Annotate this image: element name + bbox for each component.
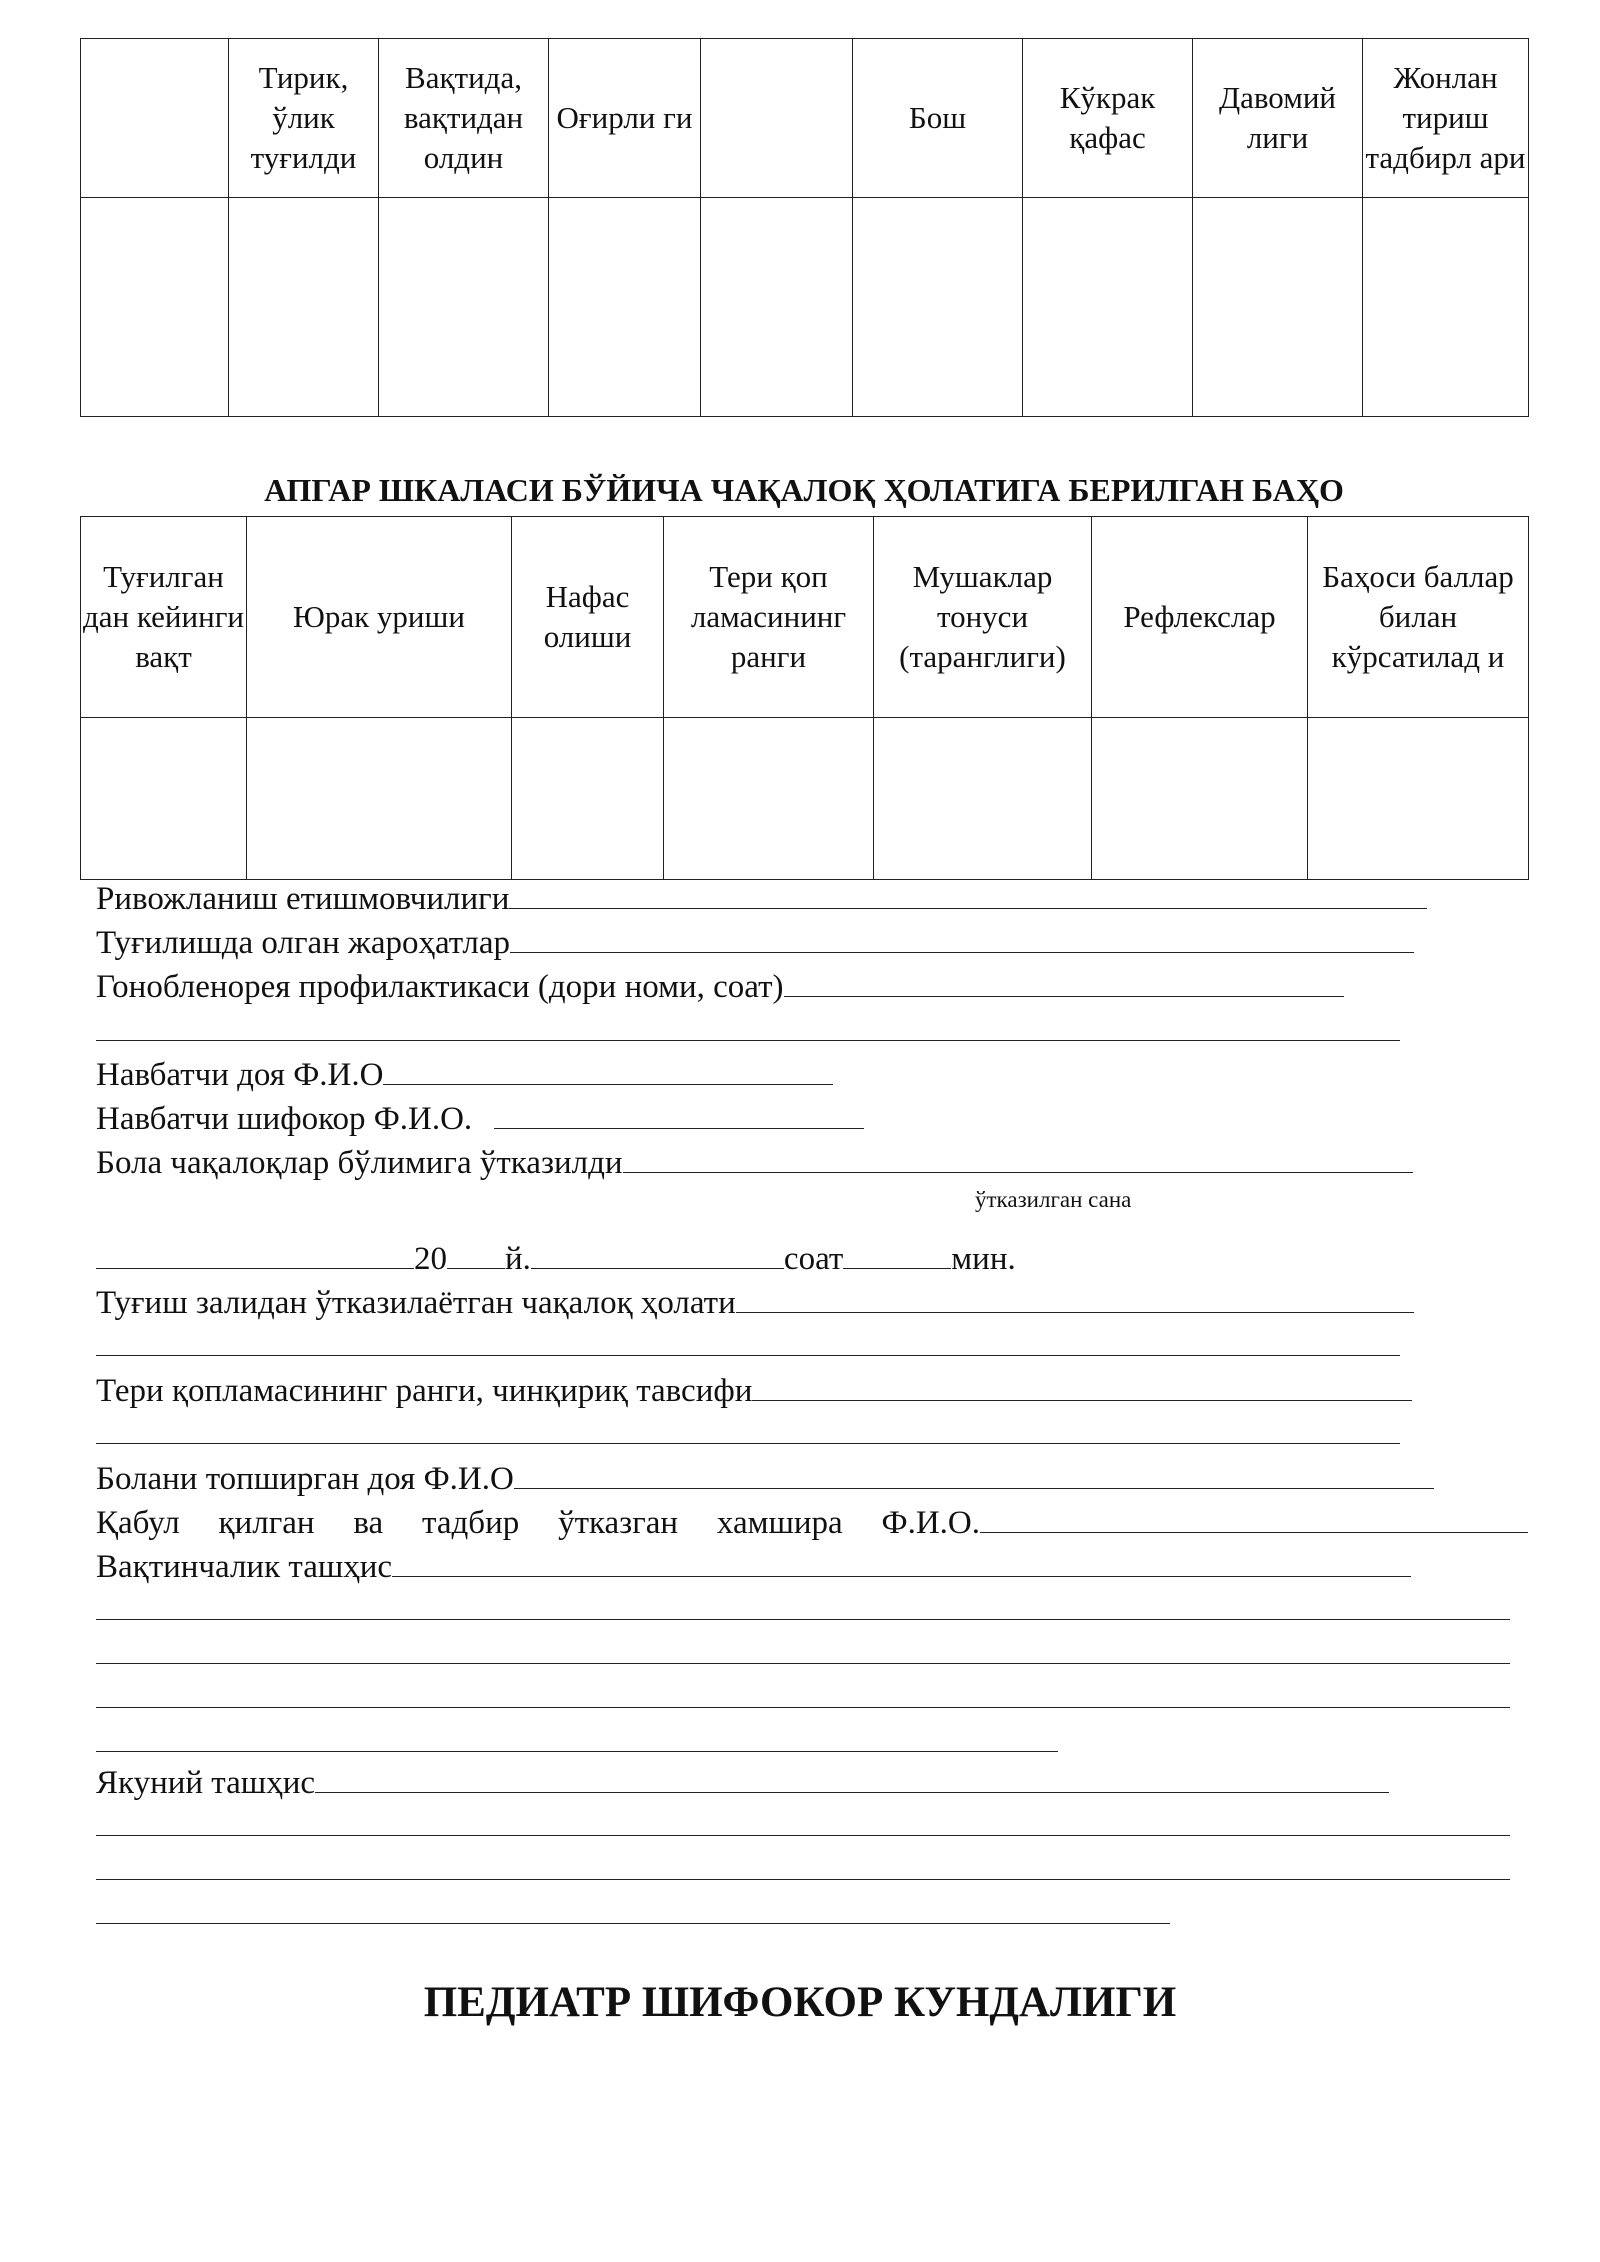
temp-diagnosis-field-continued[interactable] bbox=[96, 1707, 1510, 1708]
table1-header: Бош bbox=[853, 39, 1023, 198]
midwife-field[interactable] bbox=[383, 1052, 833, 1085]
apgar-cell[interactable] bbox=[874, 718, 1092, 880]
hour-field[interactable] bbox=[531, 1236, 784, 1269]
table1-header bbox=[81, 39, 229, 198]
gonoblenorrhea-line bbox=[96, 964, 1344, 1007]
final-diagnosis-field-continued[interactable] bbox=[96, 1879, 1510, 1880]
apgar-header: Нафас олиши bbox=[512, 517, 664, 718]
gonoblenorrhea-field[interactable] bbox=[784, 964, 1344, 997]
handed-midwife-line bbox=[96, 1456, 1434, 1499]
condition-label: Туғиш залидан ўтказилаётган чақалоқ ҳолати bbox=[96, 1285, 736, 1321]
nurse-label-word: ва bbox=[353, 1505, 384, 1541]
apgar-cell[interactable] bbox=[81, 718, 247, 880]
midwife-line bbox=[96, 1052, 833, 1095]
development-label: Ривожланиш етишмовчилиги bbox=[96, 881, 510, 917]
nurse-field[interactable] bbox=[980, 1500, 1528, 1533]
date-time-line bbox=[96, 1236, 1016, 1279]
condition-field-continued[interactable] bbox=[96, 1355, 1400, 1356]
minute-label: мин. bbox=[951, 1241, 1016, 1277]
apgar-cell[interactable] bbox=[247, 718, 512, 880]
year-suffix: й. bbox=[505, 1241, 531, 1277]
apgar-cell[interactable] bbox=[1308, 718, 1529, 880]
minute-field[interactable] bbox=[843, 1236, 951, 1269]
transfer-field[interactable] bbox=[623, 1140, 1413, 1173]
temp-diagnosis-field[interactable] bbox=[392, 1544, 1411, 1577]
year-field[interactable] bbox=[447, 1236, 505, 1269]
injuries-label: Туғилишда олган жароҳатлар bbox=[96, 925, 511, 961]
gonoblenorrhea-field-continued[interactable] bbox=[96, 1040, 1400, 1041]
skin-cry-label: Тери қопламасининг ранги, чинқириқ тавсифи bbox=[96, 1373, 753, 1409]
table1-cell[interactable] bbox=[1193, 198, 1363, 417]
condition-field[interactable] bbox=[736, 1280, 1414, 1313]
final-diagnosis-field-continued[interactable] bbox=[96, 1923, 1170, 1924]
year-prefix: 20 bbox=[414, 1241, 447, 1277]
transfer-line bbox=[96, 1140, 1413, 1183]
skin-cry-field[interactable] bbox=[752, 1368, 1412, 1401]
nurse-label-word: қилган bbox=[218, 1505, 315, 1541]
apgar-header: Туғилган дан кейинги вақт bbox=[81, 517, 247, 718]
temp-diagnosis-field-continued[interactable] bbox=[96, 1663, 1510, 1664]
table1-header: Вақтида, вақтидан олдин bbox=[379, 39, 549, 198]
table1-header: Тирик, ўлик туғилди bbox=[229, 39, 379, 198]
pediatrician-diary-title: ПЕДИАТР ШИФОКОР КУНДАЛИГИ bbox=[423, 1979, 1177, 2026]
final-diagnosis-label: Якуний ташҳис bbox=[96, 1765, 315, 1801]
final-diagnosis-line bbox=[96, 1760, 1389, 1803]
injuries-field[interactable] bbox=[510, 920, 1414, 953]
apgar-cell[interactable] bbox=[512, 718, 664, 880]
nurse-label-word: Қабул bbox=[96, 1505, 180, 1541]
table1-cell[interactable] bbox=[549, 198, 701, 417]
temp-diagnosis-field-continued[interactable] bbox=[96, 1751, 1058, 1752]
temp-diagnosis-field-continued[interactable] bbox=[96, 1619, 1510, 1620]
apgar-score-table bbox=[80, 516, 1529, 880]
temp-diagnosis-label: Вақтинчалик ташҳис bbox=[96, 1549, 393, 1585]
nurse-label-word: тадбир bbox=[422, 1505, 520, 1541]
nurse-label-word: Ф.И.О. bbox=[881, 1505, 980, 1541]
table1-cell[interactable] bbox=[81, 198, 229, 417]
newborn-measurements-table bbox=[80, 38, 1529, 417]
handed-midwife-label: Болани топширган доя Ф.И.О bbox=[96, 1461, 514, 1497]
skin-cry-field-continued[interactable] bbox=[96, 1443, 1400, 1444]
midwife-label: Навбатчи доя Ф.И.О bbox=[96, 1057, 384, 1093]
table1-header: Кўкрак қафас bbox=[1023, 39, 1193, 198]
table1-cell[interactable] bbox=[853, 198, 1023, 417]
temp-diagnosis-line bbox=[96, 1544, 1411, 1587]
apgar-header: Мушаклар тонуси (таранглиги) bbox=[874, 517, 1092, 718]
table1-cell[interactable] bbox=[379, 198, 549, 417]
nurse-label-word: ўтказган bbox=[558, 1505, 679, 1541]
doctor-line bbox=[96, 1096, 864, 1139]
apgar-cell[interactable] bbox=[1092, 718, 1308, 880]
apgar-header: Тери қоп ламасининг ранги bbox=[664, 517, 874, 718]
day-month-field[interactable] bbox=[96, 1236, 414, 1269]
nurse-line bbox=[96, 1500, 1528, 1543]
transfer-date-caption: ўтказилган сана bbox=[975, 1187, 1132, 1212]
table1-cell[interactable] bbox=[701, 198, 853, 417]
hour-label: соат bbox=[783, 1241, 844, 1277]
skin-cry-line bbox=[96, 1368, 1412, 1411]
handed-midwife-field[interactable] bbox=[514, 1456, 1434, 1489]
apgar-cell[interactable] bbox=[664, 718, 874, 880]
table1-cell[interactable] bbox=[229, 198, 379, 417]
doctor-field[interactable] bbox=[494, 1096, 864, 1129]
gonoblenorrhea-label: Гонобленорея профилактикаси (дори номи, соат) bbox=[96, 969, 784, 1005]
apgar-header: Баҳоси баллар билан кўрсатилад и bbox=[1308, 517, 1529, 718]
apgar-header: Рефлекслар bbox=[1092, 517, 1308, 718]
table1-cell[interactable] bbox=[1363, 198, 1529, 417]
table1-header bbox=[701, 39, 853, 198]
nurse-label-word: хамшира bbox=[716, 1505, 843, 1541]
apgar-header: Юрак уриши bbox=[247, 517, 512, 718]
development-line bbox=[96, 876, 1427, 919]
condition-line bbox=[96, 1280, 1414, 1323]
doctor-label: Навбатчи шифокор Ф.И.О. bbox=[96, 1101, 473, 1137]
development-field[interactable] bbox=[509, 876, 1427, 909]
final-diagnosis-field-continued[interactable] bbox=[96, 1835, 1510, 1836]
apgar-section-title: АПГАР ШКАЛАСИ БЎЙИЧА ЧАҚАЛОҚ ҲОЛАТИГА БЕРИЛГАН БАҲО bbox=[264, 472, 1344, 508]
transfer-label: Бола чақалоқлар бўлимига ўтказилди bbox=[96, 1145, 623, 1181]
final-diagnosis-field[interactable] bbox=[315, 1760, 1389, 1793]
injuries-line bbox=[96, 920, 1414, 963]
table1-header: Жонлан тириш тадбирл ари bbox=[1363, 39, 1529, 198]
table1-header: Оғирли ги bbox=[549, 39, 701, 198]
table1-header: Давомий лиги bbox=[1193, 39, 1363, 198]
table1-cell[interactable] bbox=[1023, 198, 1193, 417]
